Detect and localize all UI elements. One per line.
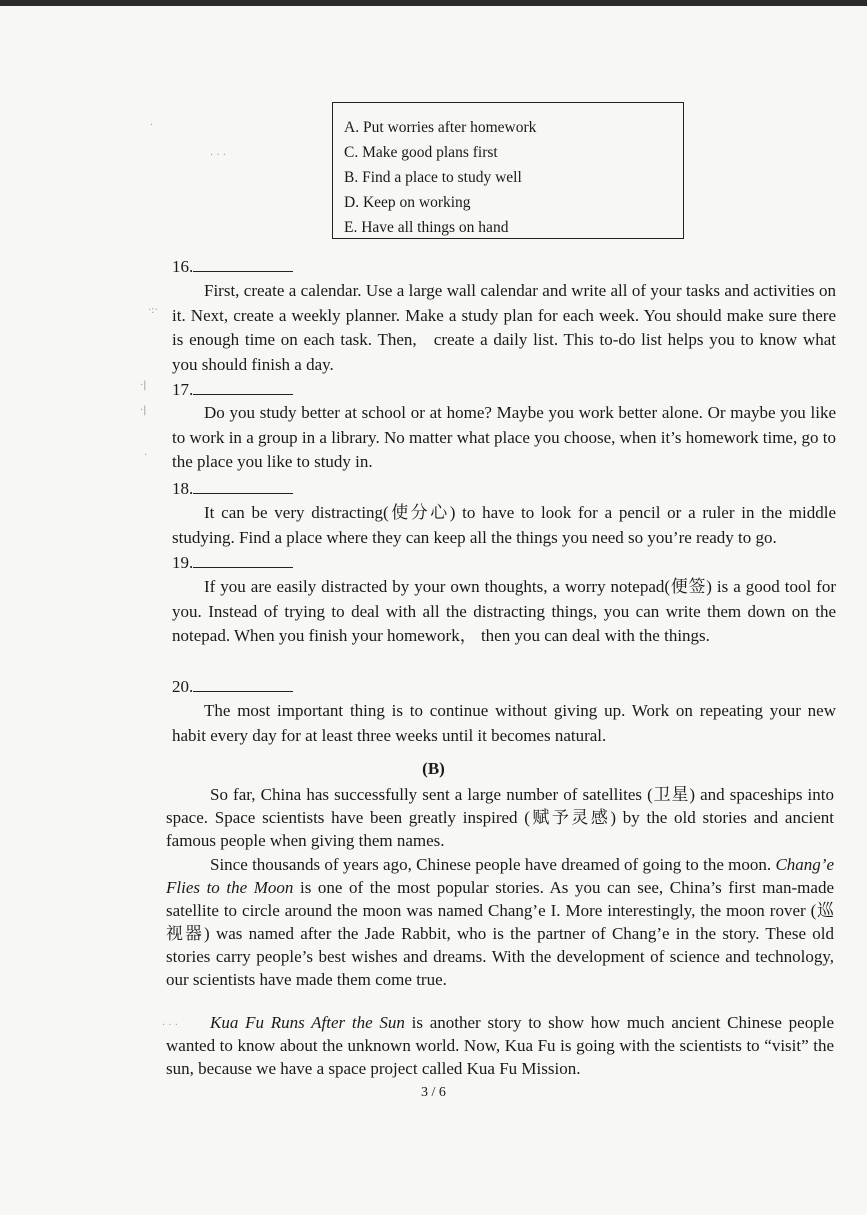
options-box — [332, 102, 684, 239]
question-20-number — [172, 677, 293, 697]
scan-speck: ·| — [140, 405, 147, 416]
scan-speck: ·| — [140, 380, 147, 391]
story-title: Kua Fu Runs After the Sun — [210, 1013, 405, 1032]
scan-speck: · · · — [162, 1020, 178, 1031]
answer-blank — [193, 677, 293, 692]
question-number: 20. — [172, 677, 194, 696]
option-b: B. Find a place to study well — [344, 169, 522, 186]
option-d: D. Keep on working — [344, 194, 471, 211]
question-17-paragraph — [172, 401, 836, 475]
scan-speck: · · · — [210, 150, 226, 161]
paragraph-text: Do you study better at school or at home? Maybe you work better alone. Or maybe you like to work in a group in a library. No matter what place you choose, when it’s homework time, go to the place you like to study in. — [172, 403, 836, 471]
question-20-paragraph — [172, 699, 836, 748]
question-18-number — [172, 479, 293, 499]
scan-speck: · — [144, 450, 148, 461]
option-e: E. Have all things on hand — [344, 219, 509, 236]
scan-speck: · — [150, 120, 154, 131]
answer-blank — [193, 257, 293, 272]
paragraph-text: is one of the most popular stories. As you can see, China’s first man-made satellite to circle around the moon was named Chang’e I. More interestingly, the moon rover (巡视器) was named after the Jade Rabbit, who is the partner of Chang’e in the story. These old stories carry people’s best wishes and dreams. With the development of science and technology, our scientists have made them come true. — [166, 878, 834, 989]
paragraph-text: So far, China has successfully sent a large number of satellites (卫星) and spaceships into space. Space scientists have been greatly inspired (赋予灵感) by the old stories and ancient famous people when giving them names. — [166, 785, 834, 850]
paragraph-text: If you are easily distracted by your own thoughts, a worry notepad(便签) is a good tool for you. Instead of trying to deal with all the distracting things, you can write them down on the notepad. When you finish your homework， then you can deal with the things. — [172, 577, 836, 645]
question-16-number — [172, 257, 293, 277]
question-19-paragraph — [172, 575, 836, 649]
question-number: 19. — [172, 553, 194, 572]
question-19-number — [172, 553, 293, 573]
section-b-paragraph-1 — [166, 783, 834, 852]
paragraph-text: is another story to show how much ancient Chinese people wanted to know about the unknown world. Now, Kua Fu is going with the scientists to “visit” the sun, because we have a space project called Kua Fu Mission. — [166, 1013, 834, 1078]
page-number: 3 / 6 — [421, 1085, 446, 1100]
scan-edge — [0, 0, 867, 6]
option-a: A. Put worries after homework — [344, 119, 537, 136]
question-17-number — [172, 380, 293, 400]
question-18-paragraph — [172, 501, 836, 550]
answer-blank — [193, 553, 293, 568]
option-c: C. Make good plans first — [344, 144, 498, 161]
paragraph-lead: Since thousands of years ago, Chinese people have dreamed of going to the moon. — [210, 855, 772, 874]
answer-blank — [193, 479, 293, 494]
section-b-paragraph-3 — [166, 1011, 834, 1080]
paragraph-text: First, create a calendar. Use a large wall calendar and write all of your tasks and activities on it. Next, create a weekly planner. Make a study plan for each week. You should make sure there is enough time on each task. Then, create a daily list. This to-do list helps you to know what you should finish a day. — [172, 281, 836, 374]
question-number: 17. — [172, 380, 194, 399]
scan-speck: ·:· — [148, 305, 158, 316]
paragraph-text: The most important thing is to continue without giving up. Work on repeating your new habit every day for at least three weeks until it becomes natural. — [172, 701, 836, 745]
question-number: 18. — [172, 479, 194, 498]
section-b-paragraph-2 — [166, 853, 834, 991]
story-title: Chang’e Flies to the Moon — [166, 855, 834, 897]
paragraph-text: It can be very distracting(使分心) to have to look for a pencil or a ruler in the middle studying. Find a place where they can keep all the things you need so you’re ready to go. — [172, 503, 836, 547]
question-16-paragraph — [172, 279, 836, 377]
section-b-heading: (B) — [422, 759, 445, 778]
answer-blank — [193, 380, 293, 395]
question-number: 16. — [172, 257, 194, 276]
